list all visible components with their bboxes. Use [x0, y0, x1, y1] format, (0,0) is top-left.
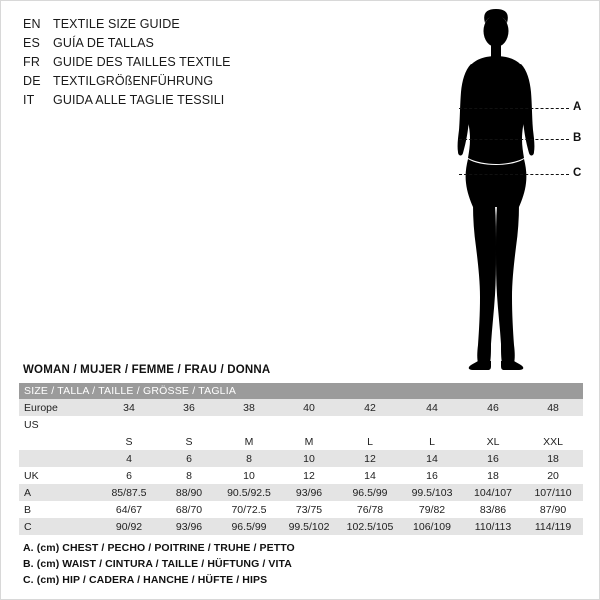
- table-cell: 6: [159, 450, 219, 467]
- table-cell: 14: [339, 467, 401, 484]
- row-label: [19, 450, 99, 467]
- table-cell: 85/87.5: [99, 484, 159, 501]
- table-cell: [523, 416, 583, 433]
- legend-item-c: C. (cm) HIP / CADERA / HANCHE / HÜFTE / HIPS: [23, 574, 268, 586]
- language-title: TEXTILGRÖßENFÜHRUNG: [53, 74, 214, 88]
- table-row: [19, 501, 583, 518]
- table-cell: 99.5/103: [401, 484, 463, 501]
- table-cell: S: [99, 433, 159, 450]
- table-cell: 14: [401, 450, 463, 467]
- language-code: IT: [23, 93, 35, 107]
- table-cell: 36: [159, 399, 219, 416]
- table-cell: L: [339, 433, 401, 450]
- language-code: ES: [23, 36, 41, 50]
- table-cell: 107/110: [523, 484, 583, 501]
- female-body-silhouette-icon: [431, 9, 561, 374]
- table-cell: 83/86: [463, 501, 523, 518]
- table-cell: 106/109: [401, 518, 463, 535]
- table-row: [19, 450, 583, 467]
- table-cell: 114/119: [523, 518, 583, 535]
- row-label: A: [19, 484, 99, 501]
- measure-label-c: C: [573, 167, 582, 179]
- legend-item-b: B. (cm) WAIST / CINTURA / TAILLE / HÜFTUNG / VITA: [23, 558, 292, 570]
- table-row: [19, 399, 583, 416]
- table-cell: 88/90: [159, 484, 219, 501]
- table-row: [19, 433, 583, 450]
- table-cell: 96.5/99: [339, 484, 401, 501]
- table-cell: 10: [219, 467, 279, 484]
- language-title: GUIDE DES TAILLES TEXTILE: [53, 55, 231, 69]
- table-row: [19, 518, 583, 535]
- row-label: UK: [19, 467, 99, 484]
- language-row: [23, 17, 353, 36]
- language-row: [23, 74, 353, 93]
- table-cell: 44: [401, 399, 463, 416]
- measurement-legend: [23, 542, 583, 590]
- legend-item-a: A. (cm) CHEST / PECHO / POITRINE / TRUHE / PETTO: [23, 542, 295, 554]
- table-cell: 18: [523, 450, 583, 467]
- table-cell: 12: [339, 450, 401, 467]
- table-cell: 18: [463, 467, 523, 484]
- measure-line-b: [459, 139, 569, 140]
- table-header-label: SIZE / TALLA / TAILLE / GRÖSSE / TAGLIA: [19, 383, 583, 399]
- table-cell: [401, 416, 463, 433]
- table-cell: 8: [159, 467, 219, 484]
- language-code: DE: [23, 74, 41, 88]
- language-code: EN: [23, 17, 41, 31]
- table-cell: M: [279, 433, 339, 450]
- table-cell: S: [159, 433, 219, 450]
- table-row: [19, 484, 583, 501]
- language-row: [23, 93, 353, 112]
- language-row: [23, 55, 353, 74]
- table-cell: 87/90: [523, 501, 583, 518]
- table-cell: 70/72.5: [219, 501, 279, 518]
- row-label: US: [19, 416, 99, 433]
- table-cell: 90.5/92.5: [219, 484, 279, 501]
- table-cell: [219, 416, 279, 433]
- table-header-row: [19, 383, 583, 399]
- language-title-block: [23, 17, 353, 112]
- table-cell: [339, 416, 401, 433]
- table-cell: 4: [99, 450, 159, 467]
- table-cell: [463, 416, 523, 433]
- measure-line-a: [459, 108, 569, 109]
- table-cell: XL: [463, 433, 523, 450]
- table-cell: 76/78: [339, 501, 401, 518]
- table-cell: [279, 416, 339, 433]
- row-label: C: [19, 518, 99, 535]
- measure-line-c: [459, 174, 569, 175]
- table-cell: 42: [339, 399, 401, 416]
- language-row: [23, 36, 353, 55]
- table-cell: 38: [219, 399, 279, 416]
- body-figure-area: [401, 9, 591, 374]
- table-cell: 6: [99, 467, 159, 484]
- measure-label-a: A: [573, 101, 582, 113]
- table-cell: 64/67: [99, 501, 159, 518]
- row-label: B: [19, 501, 99, 518]
- size-table: [19, 383, 583, 535]
- table-cell: 68/70: [159, 501, 219, 518]
- table-cell: 73/75: [279, 501, 339, 518]
- row-label: [19, 433, 99, 450]
- row-label: Europe: [19, 399, 99, 416]
- language-title: GUÍA DE TALLAS: [53, 36, 154, 50]
- table-cell: 90/92: [99, 518, 159, 535]
- section-caption: WOMAN / MUJER / FEMME / FRAU / DONNA: [23, 364, 271, 376]
- table-cell: 46: [463, 399, 523, 416]
- table-cell: XXL: [523, 433, 583, 450]
- language-title: TEXTILE SIZE GUIDE: [53, 17, 180, 31]
- table-row: [19, 416, 583, 433]
- table-cell: [159, 416, 219, 433]
- language-title: GUIDA ALLE TAGLIE TESSILI: [53, 93, 225, 107]
- table-cell: 16: [463, 450, 523, 467]
- table-cell: 20: [523, 467, 583, 484]
- table-cell: 40: [279, 399, 339, 416]
- table-cell: 79/82: [401, 501, 463, 518]
- table-cell: 16: [401, 467, 463, 484]
- table-cell: [99, 416, 159, 433]
- table-cell: 99.5/102: [279, 518, 339, 535]
- table-cell: 110/113: [463, 518, 523, 535]
- measure-label-b: B: [573, 132, 582, 144]
- table-cell: 34: [99, 399, 159, 416]
- table-cell: 12: [279, 467, 339, 484]
- table-cell: 96.5/99: [219, 518, 279, 535]
- table-cell: 93/96: [159, 518, 219, 535]
- table-cell: M: [219, 433, 279, 450]
- table-cell: L: [401, 433, 463, 450]
- table-cell: 104/107: [463, 484, 523, 501]
- table-cell: 102.5/105: [339, 518, 401, 535]
- table-cell: 48: [523, 399, 583, 416]
- table-cell: 10: [279, 450, 339, 467]
- table-row: [19, 467, 583, 484]
- table-cell: 8: [219, 450, 279, 467]
- language-code: FR: [23, 55, 41, 69]
- table-cell: 93/96: [279, 484, 339, 501]
